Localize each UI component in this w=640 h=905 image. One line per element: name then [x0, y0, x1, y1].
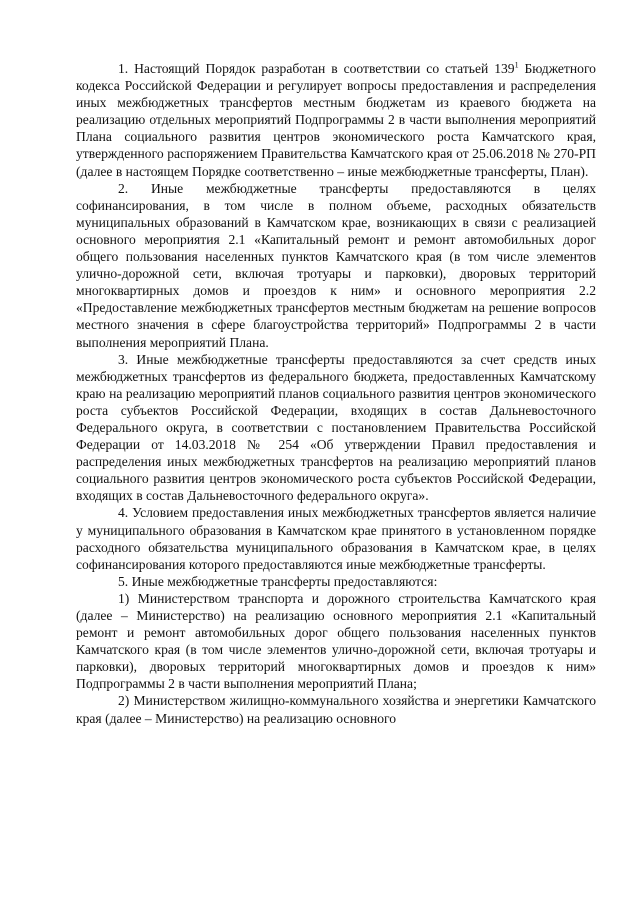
- document-page: [76, 60, 596, 727]
- paragraph-2: 2. Иные межбюджетные трансферты предоставляются в целях софинансирования, в том числе в полном объеме, расходных обязательств муниципальных образований в Камчатском крае, возникающих в связи с реализацией основного мероприятия 2.1 «Капитальный ремонт и ремонт автомобильных дорог общего пользования населенных пунктов Камчатского края (в том числе элементов улично-дорожной сети, включая тротуары и парковки), дворовых территорий многоквартирных домов и проездов к ним» и основного мероприятия 2.2 «Предоставление межбюджетных трансфертов местным бюджетам на решение вопросов местного значения в сфере благоустройства территорий» Подпрограммы 2 в части выполнения мероприятий Плана.: [76, 180, 596, 350]
- paragraph-3: 3. Иные межбюджетные трансферты предоставляются за счет средств иных межбюджетных трансфертов из федерального бюджета, предоставленных Камчатскому краю на реализацию мероприятий планов социального развития центров экономического роста субъектов Российской Федерации, входящих в состав Дальневосточного Федерального округа, в соответствии с постановлением Правительства Российской Федерации от 14.03.2018 № 254 «Об утверждении Правил предоставления и распределения иных межбюджетных трансфертов на реализацию мероприятий планов социального развития центров экономического роста субъектов Российской Федерации, входящих в состав Дальневосточного федерального округа».: [76, 351, 596, 504]
- paragraph-7: 2) Министерством жилищно-коммунального хозяйства и энергетики Камчатского края (далее – Министерство) на реализацию основного: [76, 693, 596, 726]
- paragraph-1-text-start: 1. Настоящий Порядок разработан в соответствии со статьей 139: [118, 61, 515, 76]
- paragraph-1: [76, 60, 596, 180]
- paragraph-5: 5. Иные межбюджетные трансферты предоставляются:: [118, 573, 438, 589]
- paragraph-1-text-end: Бюджетного кодекса Российской Федерации и регулирует вопросы предоставления и распределения иных межбюджетных трансфертов местным бюджетам из краевого бюджета на реализацию отдельных мероприятий Подпрограммы 2 в части выполнения мероприятий Плана социального развития центров экономического роста Камчатского края, утвержденного распоряжением Правительства Камчатского края от 25.06.2018 № 270-РП (далее в настоящем Порядке соответственно – иные межбюджетные трансферты, План).: [76, 61, 596, 179]
- article-superscript: 1: [514, 60, 519, 70]
- paragraph-6: 1) Министерством транспорта и дорожного строительства Камчатского края (далее – Министерство) на реализацию основного мероприятия 2.1 «Капитальный ремонт и ремонт автомобильных дорог общего пользования населенных пунктов Камчатского края (в том числе элементов улично-дорожной сети, включая тротуары и парковки), дворовых территорий многоквартирных домов и проездов к ним» Подпрограммы 2 в части выполнения мероприятий Плана;: [76, 590, 596, 692]
- paragraph-4: 4. Условием предоставления иных межбюджетных трансфертов является наличие у муниципального образования в Камчатском крае принятого в установленном порядке расходного обязательства муниципального образования в Камчатском крае, в целях софинансирования которого предоставляются иные межбюджетные трансферты.: [76, 505, 596, 572]
